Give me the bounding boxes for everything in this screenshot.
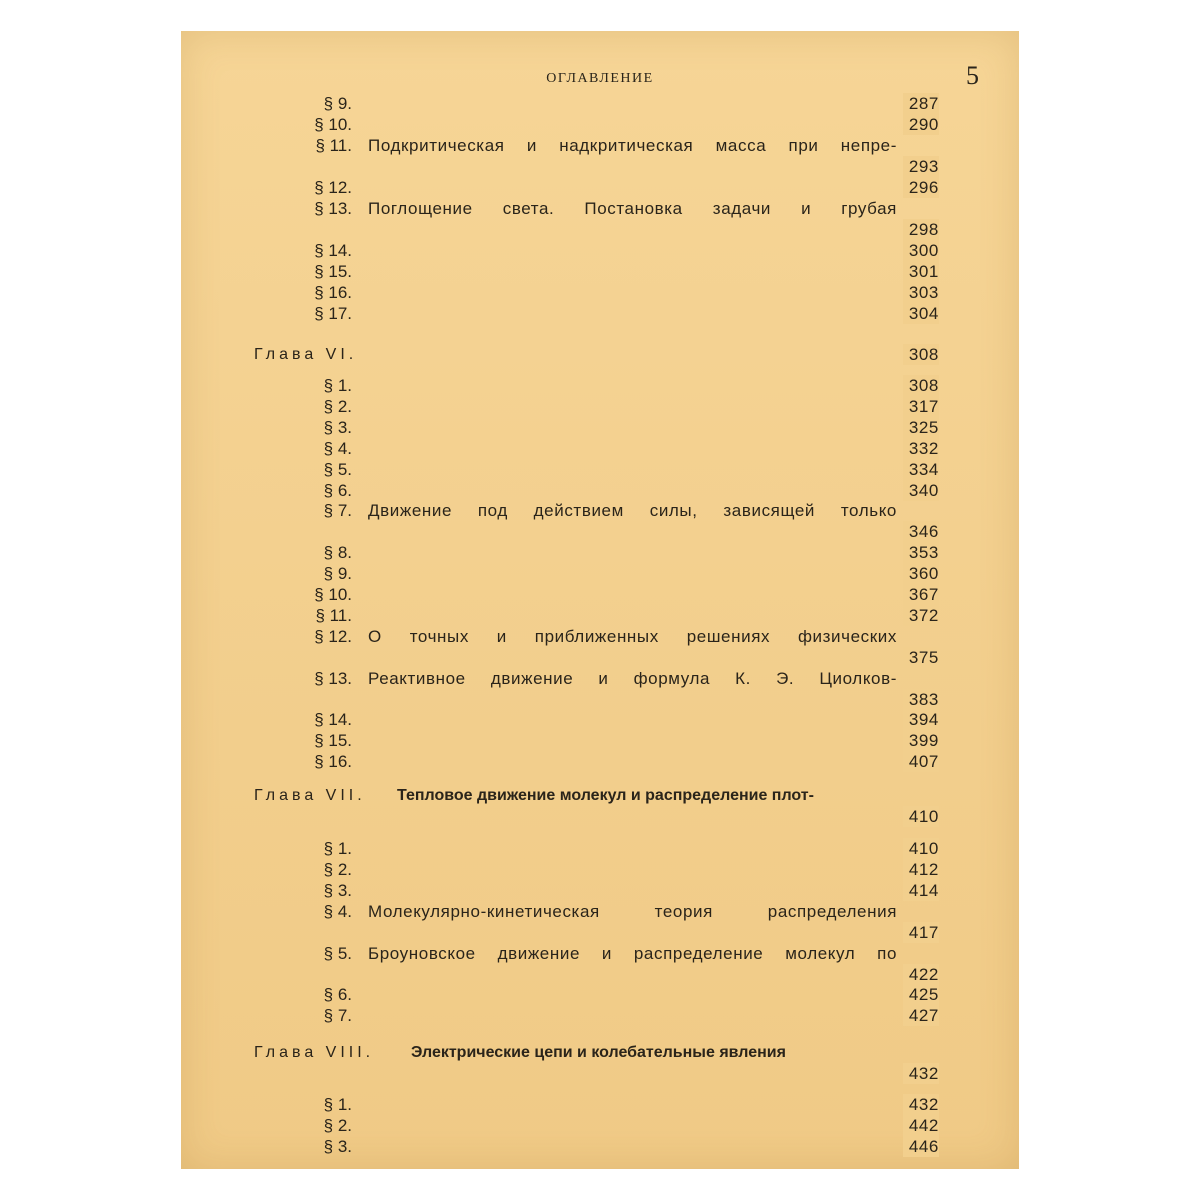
toc-entry-row [368,282,939,303]
chapter-page: 432 [903,1063,939,1084]
toc-entry-row [368,922,939,943]
toc-entry-title: Движение под действием силы, зависящей только [368,501,897,521]
toc-entry-row [368,93,939,114]
toc-entry-row [368,521,939,542]
toc-entry-row [368,114,939,135]
section-number: § 9. [323,94,352,113]
toc-entry-page: 432 [903,1094,939,1115]
toc-entry-title: Броуновское движение и распределение молекул по [368,943,897,963]
toc-entry-row [368,177,939,198]
section-number: § 2. [323,859,352,879]
toc-entry-page: 304 [903,303,939,324]
toc-entry-page: 446 [903,1136,939,1157]
section-number: § 1. [323,839,352,858]
section-number: § 7. [323,1006,352,1026]
toc-entry-row [368,542,939,563]
toc-entry-page: 300 [903,240,939,261]
toc-entry-row [368,459,939,480]
toc-entry-page: 290 [903,114,939,135]
toc-entry-page: 399 [903,730,939,751]
toc-entry-row [368,984,939,1005]
toc-entry-page: 372 [903,605,939,626]
section-number: § 6. [323,985,352,1005]
toc-entry-page: 422 [903,964,939,985]
section-number: § 12. [314,626,352,646]
chapter-page: 308 [903,344,939,365]
toc-entry-page: 334 [903,459,939,480]
section-number: § 8. [323,543,352,563]
toc-entry-row [368,751,939,772]
page-number: 5 [966,61,979,90]
toc-entry-page: 375 [903,647,939,668]
chapter-title: Тепловое движение молекул и распределение плот- [397,787,814,804]
section-number: § 14. [314,710,352,730]
toc-entry-title: О точных и приближенных решениях физических [368,626,897,646]
toc-entry-page: 325 [903,417,939,438]
toc-entry-row [368,1094,939,1115]
toc-entry-title: Подкритическая и надкритическая масса при непре- [368,136,897,155]
section-number: § 5. [323,943,352,963]
toc-entry-row [368,605,939,626]
section-number: § 2. [323,1115,352,1135]
section-number: § 5. [323,459,352,479]
toc-entry-page: 410 [903,838,939,859]
toc-entry-row [368,156,939,177]
chapter-label: Глава VIII. [254,1044,375,1061]
toc-entry-page: 332 [903,438,939,459]
chapter-title-row [427,806,939,827]
toc-entry-page: 417 [903,922,939,943]
section-number: § 13. [314,668,352,688]
section-number: § 15. [314,262,352,281]
toc-entry-row [368,396,939,417]
section-number: § 14. [314,241,352,260]
toc-entry-page: 346 [903,521,939,542]
toc-entry-row [368,1005,939,1026]
toc-entry-title: Поглощение света. Постановка задачи и грубая [368,199,897,218]
toc-entry-row [368,689,939,710]
toc-entry-page: 287 [903,93,939,114]
section-number: § 17. [314,304,352,323]
toc-entry-row [368,859,939,880]
toc-entry-row [368,838,939,859]
toc-entry-page: 442 [903,1115,939,1136]
toc-entry-row [368,647,939,668]
toc-entry-page: 383 [903,689,939,710]
section-number: § 2. [323,396,352,416]
toc-entry-row [368,438,939,459]
section-number: § 7. [323,501,352,521]
toc-entry-page: 308 [903,375,939,396]
toc-entry-row [368,417,939,438]
toc-entry-page: 293 [903,156,939,177]
section-number: § 11. [315,605,352,625]
section-number: § 3. [323,417,352,437]
section-number: § 3. [323,880,352,900]
toc-entry-page: 414 [903,880,939,901]
toc-entry-page: 340 [903,480,939,501]
toc-entry-page: 427 [903,1005,939,1026]
toc-entry-row [368,1115,939,1136]
section-number: § 4. [323,438,352,458]
toc-entry-page: 367 [903,584,939,605]
toc-entry-row [368,303,939,324]
toc-entry-row [368,584,939,605]
section-number: § 9. [323,564,352,584]
section-number: § 10. [314,585,352,604]
section-number: § 12. [314,178,352,197]
toc-entry-row [368,219,939,240]
section-number: § 13. [314,199,352,218]
section-number: § 1. [323,376,352,395]
toc-entry-page: 425 [903,984,939,1005]
chapter-label: Глава VII. [254,787,366,804]
section-number: § 16. [314,283,352,302]
section-number: § 16. [314,752,352,772]
chapter-title: Электрические цепи и колебательные явления [411,1044,786,1061]
running-header: ОГЛАВЛЕНИЕ [546,71,654,86]
toc-entry-row [368,964,939,985]
toc-entry-page: 353 [903,542,939,563]
section-number: § 10. [314,115,352,134]
toc-entry-row [368,709,939,730]
chapter-row [370,344,939,365]
toc-entry-page: 394 [903,709,939,730]
toc-entry-page: 298 [903,219,939,240]
toc-entry-row [368,375,939,396]
toc-entry-page: 301 [903,261,939,282]
toc-entry-row [368,240,939,261]
toc-entry-page: 360 [903,563,939,584]
toc-entry-row [368,563,939,584]
chapter-page: 410 [903,806,939,827]
section-number: § 1. [323,1095,352,1114]
section-number: § 6. [323,480,352,500]
toc-entry-row [368,880,939,901]
toc-entry-title: Молекулярно-кинетическая теория распределения [368,901,897,921]
toc-entry-page: 407 [903,751,939,772]
toc-entry-row [368,1136,939,1157]
section-number: § 4. [323,901,352,921]
toc-entry-row [368,730,939,751]
toc-entry-row [368,261,939,282]
toc-entry-page: 296 [903,177,939,198]
toc-entry-page: 303 [903,282,939,303]
section-number: § 15. [314,731,352,751]
toc-entry-page: 412 [903,859,939,880]
chapter-label: Глава VI. [254,346,358,363]
section-number: § 11. [315,136,352,155]
toc-entry-row [368,480,939,501]
toc-entry-title: Реактивное движение и формула К. Э. Циолков- [368,668,897,688]
toc-entry-page: 317 [903,396,939,417]
section-number: § 3. [323,1136,352,1156]
chapter-title-row [411,1063,939,1084]
